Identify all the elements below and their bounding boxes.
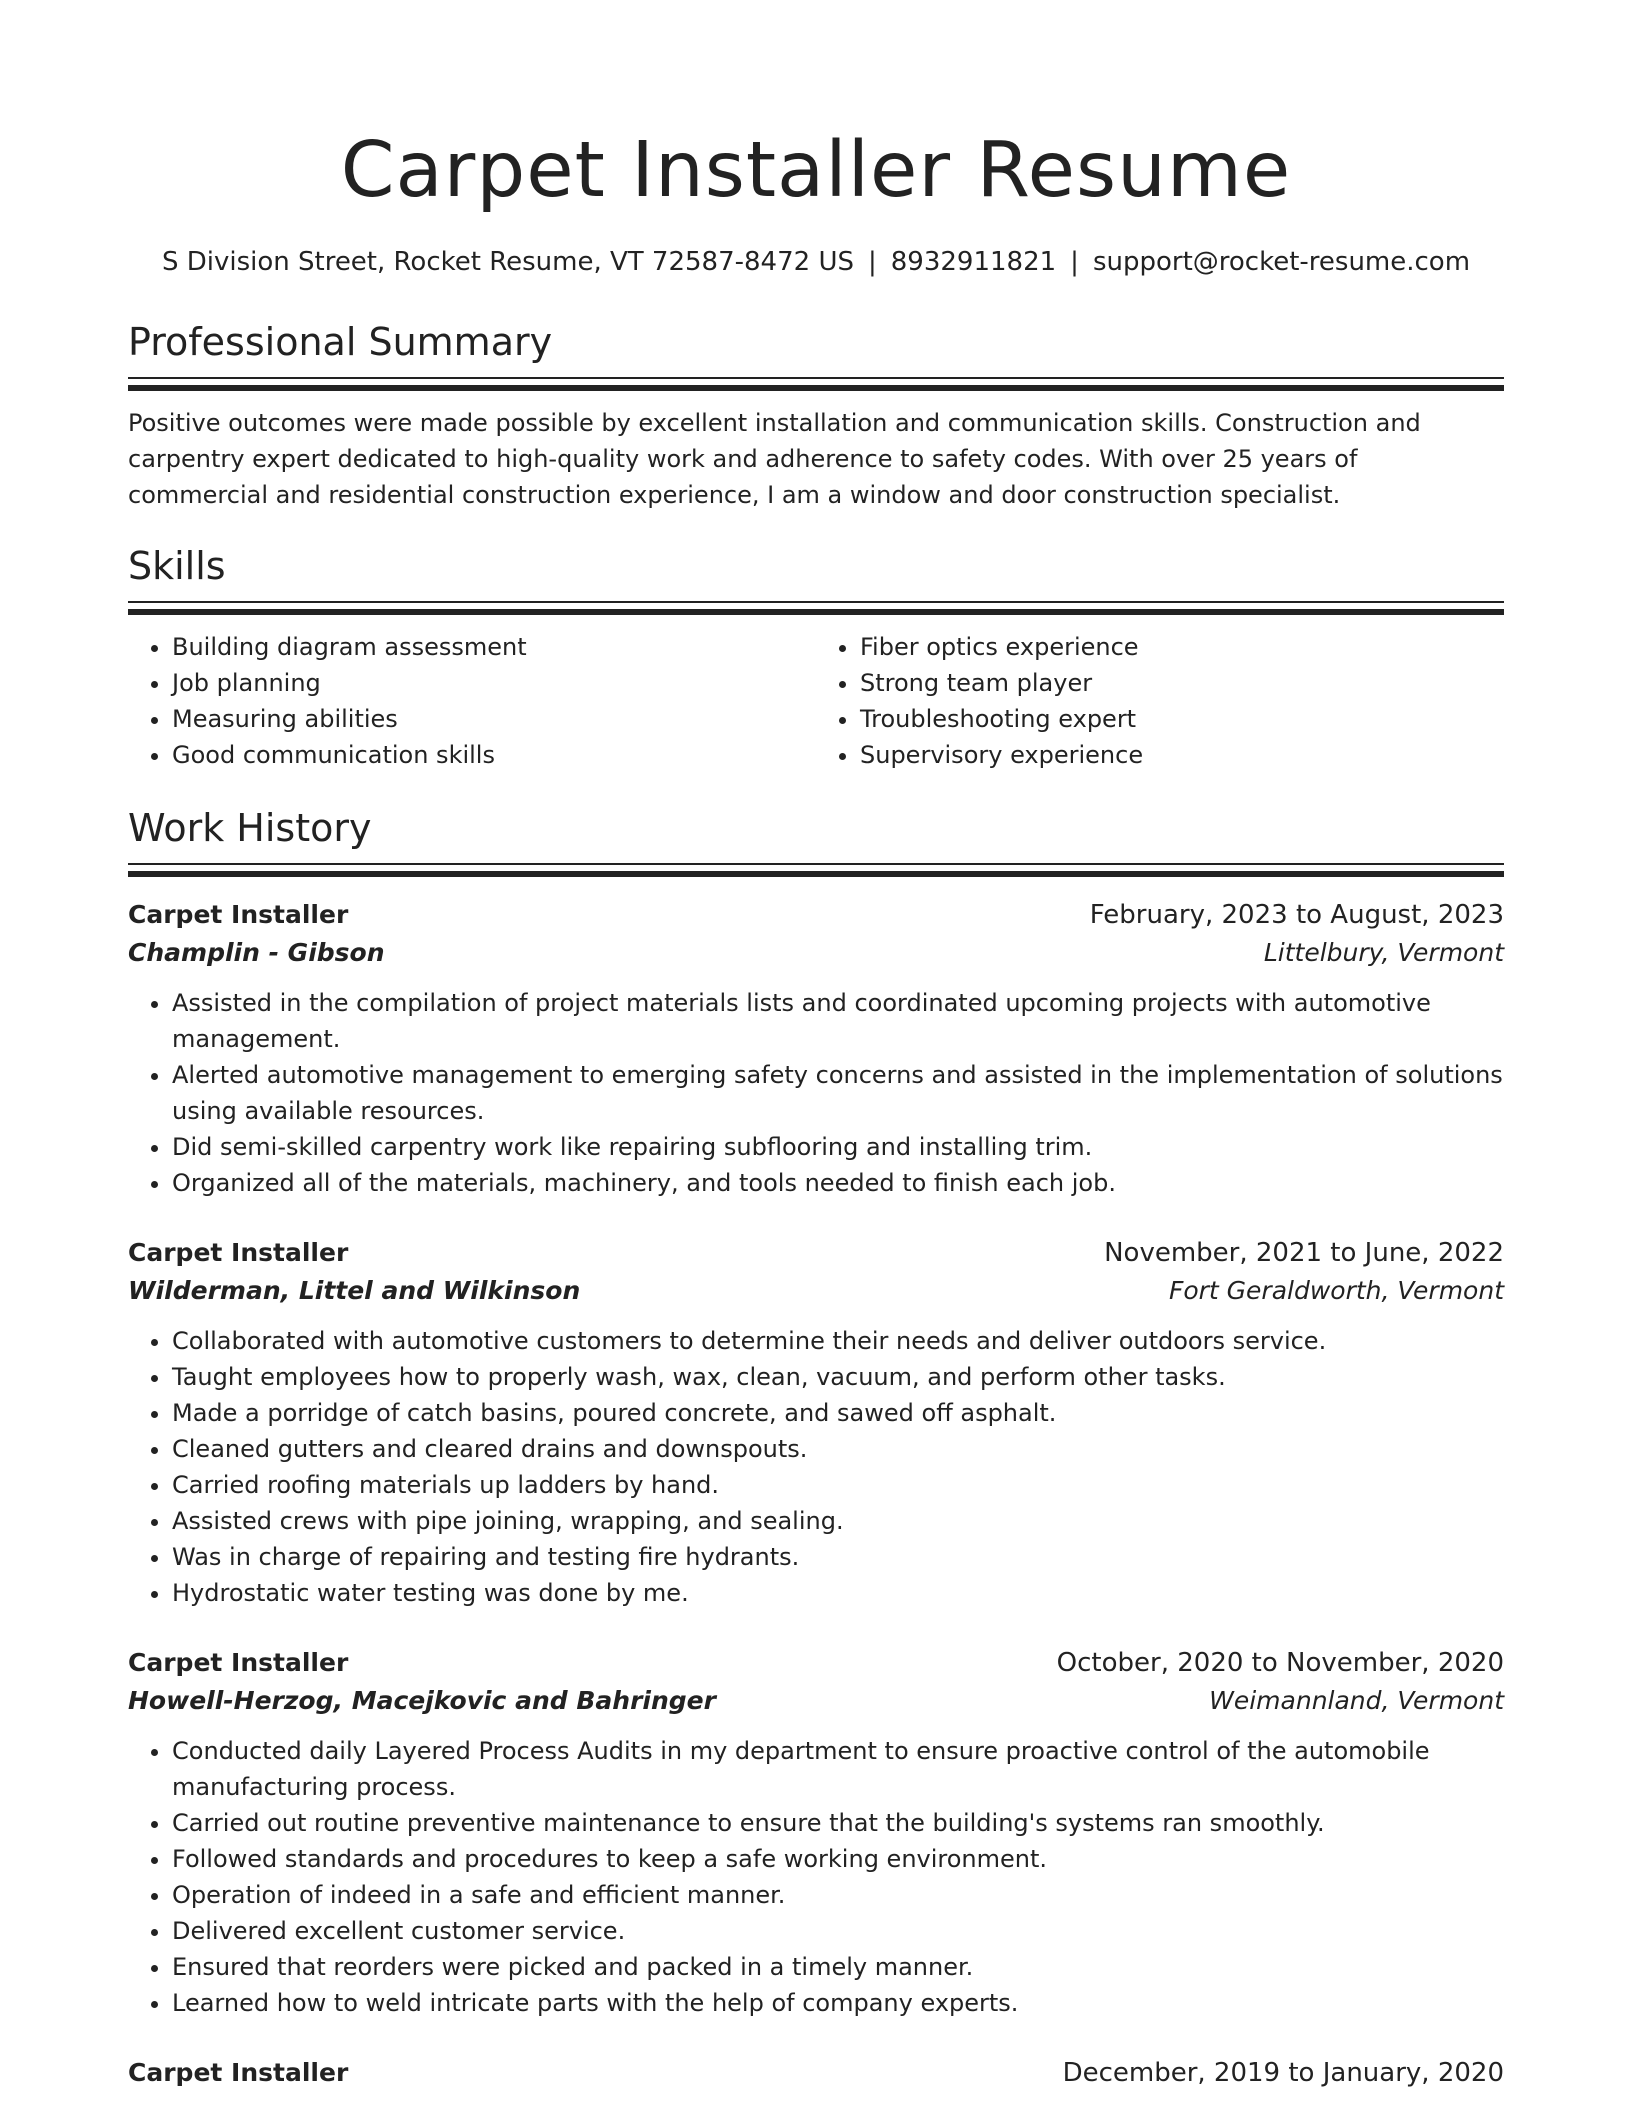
skill-item: • Measuring abilities bbox=[172, 701, 816, 737]
section-divider bbox=[128, 863, 1504, 877]
job-header-row bbox=[128, 2055, 1504, 2091]
contact-line bbox=[128, 245, 1504, 279]
contact-separator: | bbox=[867, 247, 877, 277]
skill-item: • Troubleshooting expert bbox=[860, 701, 1504, 737]
job-duties-list bbox=[128, 1323, 1504, 1611]
skills-section bbox=[128, 543, 1504, 773]
job-duty: • Cleaned gutters and cleared drains and downspouts. bbox=[172, 1431, 1504, 1467]
job-company: Howell-Herzog, Macejkovic and Bahringer bbox=[128, 1686, 716, 1715]
skill-item: • Fiber optics experience bbox=[860, 629, 1504, 665]
job-company-row bbox=[128, 1271, 1504, 1311]
skills-list-left bbox=[128, 629, 816, 773]
section-heading-work: Work History bbox=[128, 806, 372, 850]
job-duty: • Ensured that reorders were picked and packed in a timely manner. bbox=[172, 1949, 1504, 1985]
job-title: Carpet Installer bbox=[128, 1238, 349, 1267]
job-location: Fort Geraldworth, Vermont bbox=[1168, 1276, 1504, 1305]
job-company: Champlin - Gibson bbox=[128, 938, 385, 967]
contact-phone: 8932911821 bbox=[890, 247, 1057, 277]
job-duty: • Taught employees how to properly wash, wax, clean, vacuum, and perform other tasks. bbox=[172, 1359, 1504, 1395]
skill-item: • Job planning bbox=[172, 665, 816, 701]
job-duty: • Conducted daily Layered Process Audits in my department to ensure proactive control of the automobile manufacturing process. bbox=[172, 1733, 1504, 1805]
job-header-row bbox=[128, 897, 1504, 933]
section-divider bbox=[128, 601, 1504, 615]
job-location: Littelbury, Vermont bbox=[1263, 938, 1504, 967]
section-heading-skills: Skills bbox=[128, 544, 226, 588]
job-dates: October, 2020 to November, 2020 bbox=[1056, 1648, 1504, 1678]
skill-item: • Good communication skills bbox=[172, 737, 816, 773]
job-dates: November, 2021 to June, 2022 bbox=[1104, 1238, 1504, 1268]
contact-email: support@rocket-resume.com bbox=[1092, 247, 1471, 277]
summary-text: Positive outcomes were made possible by excellent installation and communication skills. Construction and carpentry expert dedicated to high-quality work and adherence to safety codes. With over 25 years of commercial and residential construction experience, I am a window and door construction specialist. bbox=[128, 409, 1421, 509]
job-entry bbox=[128, 1235, 1504, 1611]
job-entry bbox=[128, 897, 1504, 1201]
job-title: Carpet Installer bbox=[128, 2058, 349, 2087]
contact-separator: | bbox=[1070, 247, 1079, 277]
job-header-row bbox=[128, 1235, 1504, 1271]
job-dates: February, 2023 to August, 2023 bbox=[1089, 900, 1504, 930]
work-history-section bbox=[128, 805, 1504, 2091]
job-header-row bbox=[128, 1645, 1504, 1681]
job-company-row bbox=[128, 1681, 1504, 1721]
job-location: Weimannland, Vermont bbox=[1209, 1686, 1504, 1715]
job-title: Carpet Installer bbox=[128, 1648, 349, 1677]
job-duty: • Organized all of the materials, machinery, and tools needed to finish each job. bbox=[172, 1165, 1504, 1201]
section-divider bbox=[128, 377, 1504, 391]
job-duty: • Made a porridge of catch basins, poured concrete, and sawed off asphalt. bbox=[172, 1395, 1504, 1431]
job-title: Carpet Installer bbox=[128, 900, 349, 929]
section-heading-summary: Professional Summary bbox=[128, 320, 553, 364]
job-company: Wilderman, Littel and Wilkinson bbox=[128, 1276, 581, 1305]
page-title: Carpet Installer Resume bbox=[340, 126, 1292, 215]
job-duty: • Collaborated with automotive customers to determine their needs and deliver outdoors service. bbox=[172, 1323, 1504, 1359]
job-entry bbox=[128, 2055, 1504, 2091]
job-duty: • Assisted crews with pipe joining, wrapping, and sealing. bbox=[172, 1503, 1504, 1539]
job-company-row bbox=[128, 933, 1504, 973]
job-duty: • Operation of indeed in a safe and efficient manner. bbox=[172, 1877, 1504, 1913]
job-duty: • Learned how to weld intricate parts with the help of company experts. bbox=[172, 1985, 1504, 2021]
job-duties-list bbox=[128, 1733, 1504, 2021]
skill-item: • Strong team player bbox=[860, 665, 1504, 701]
job-entry bbox=[128, 1645, 1504, 2021]
skill-item: • Building diagram assessment bbox=[172, 629, 816, 665]
job-dates: December, 2019 to January, 2020 bbox=[1062, 2058, 1504, 2088]
professional-summary-section bbox=[128, 319, 1504, 513]
skill-item: • Supervisory experience bbox=[860, 737, 1504, 773]
skills-column-right bbox=[816, 629, 1504, 773]
job-duty: • Alerted automotive management to emerging safety concerns and assisted in the implementation of solutions using available resources. bbox=[172, 1057, 1504, 1129]
contact-address: S Division Street, Rocket Resume, VT 72587-8472 US bbox=[161, 247, 854, 277]
job-duty: • Was in charge of repairing and testing fire hydrants. bbox=[172, 1539, 1504, 1575]
job-duty: • Followed standards and procedures to keep a safe working environment. bbox=[172, 1841, 1504, 1877]
job-duty: • Delivered excellent customer service. bbox=[172, 1913, 1504, 1949]
job-duty: • Assisted in the compilation of project materials lists and coordinated upcoming projects with automotive management. bbox=[172, 985, 1504, 1057]
skills-column-left bbox=[128, 629, 816, 773]
skills-grid bbox=[128, 629, 1504, 773]
job-duty: • Hydrostatic water testing was done by me. bbox=[172, 1575, 1504, 1611]
skills-list-right bbox=[816, 629, 1504, 773]
job-duty: • Did semi-skilled carpentry work like repairing subflooring and installing trim. bbox=[172, 1129, 1504, 1165]
job-duties-list bbox=[128, 985, 1504, 1201]
job-duty: • Carried out routine preventive maintenance to ensure that the building's systems ran smoothly. bbox=[172, 1805, 1504, 1841]
job-duty: • Carried roofing materials up ladders by hand. bbox=[172, 1467, 1504, 1503]
